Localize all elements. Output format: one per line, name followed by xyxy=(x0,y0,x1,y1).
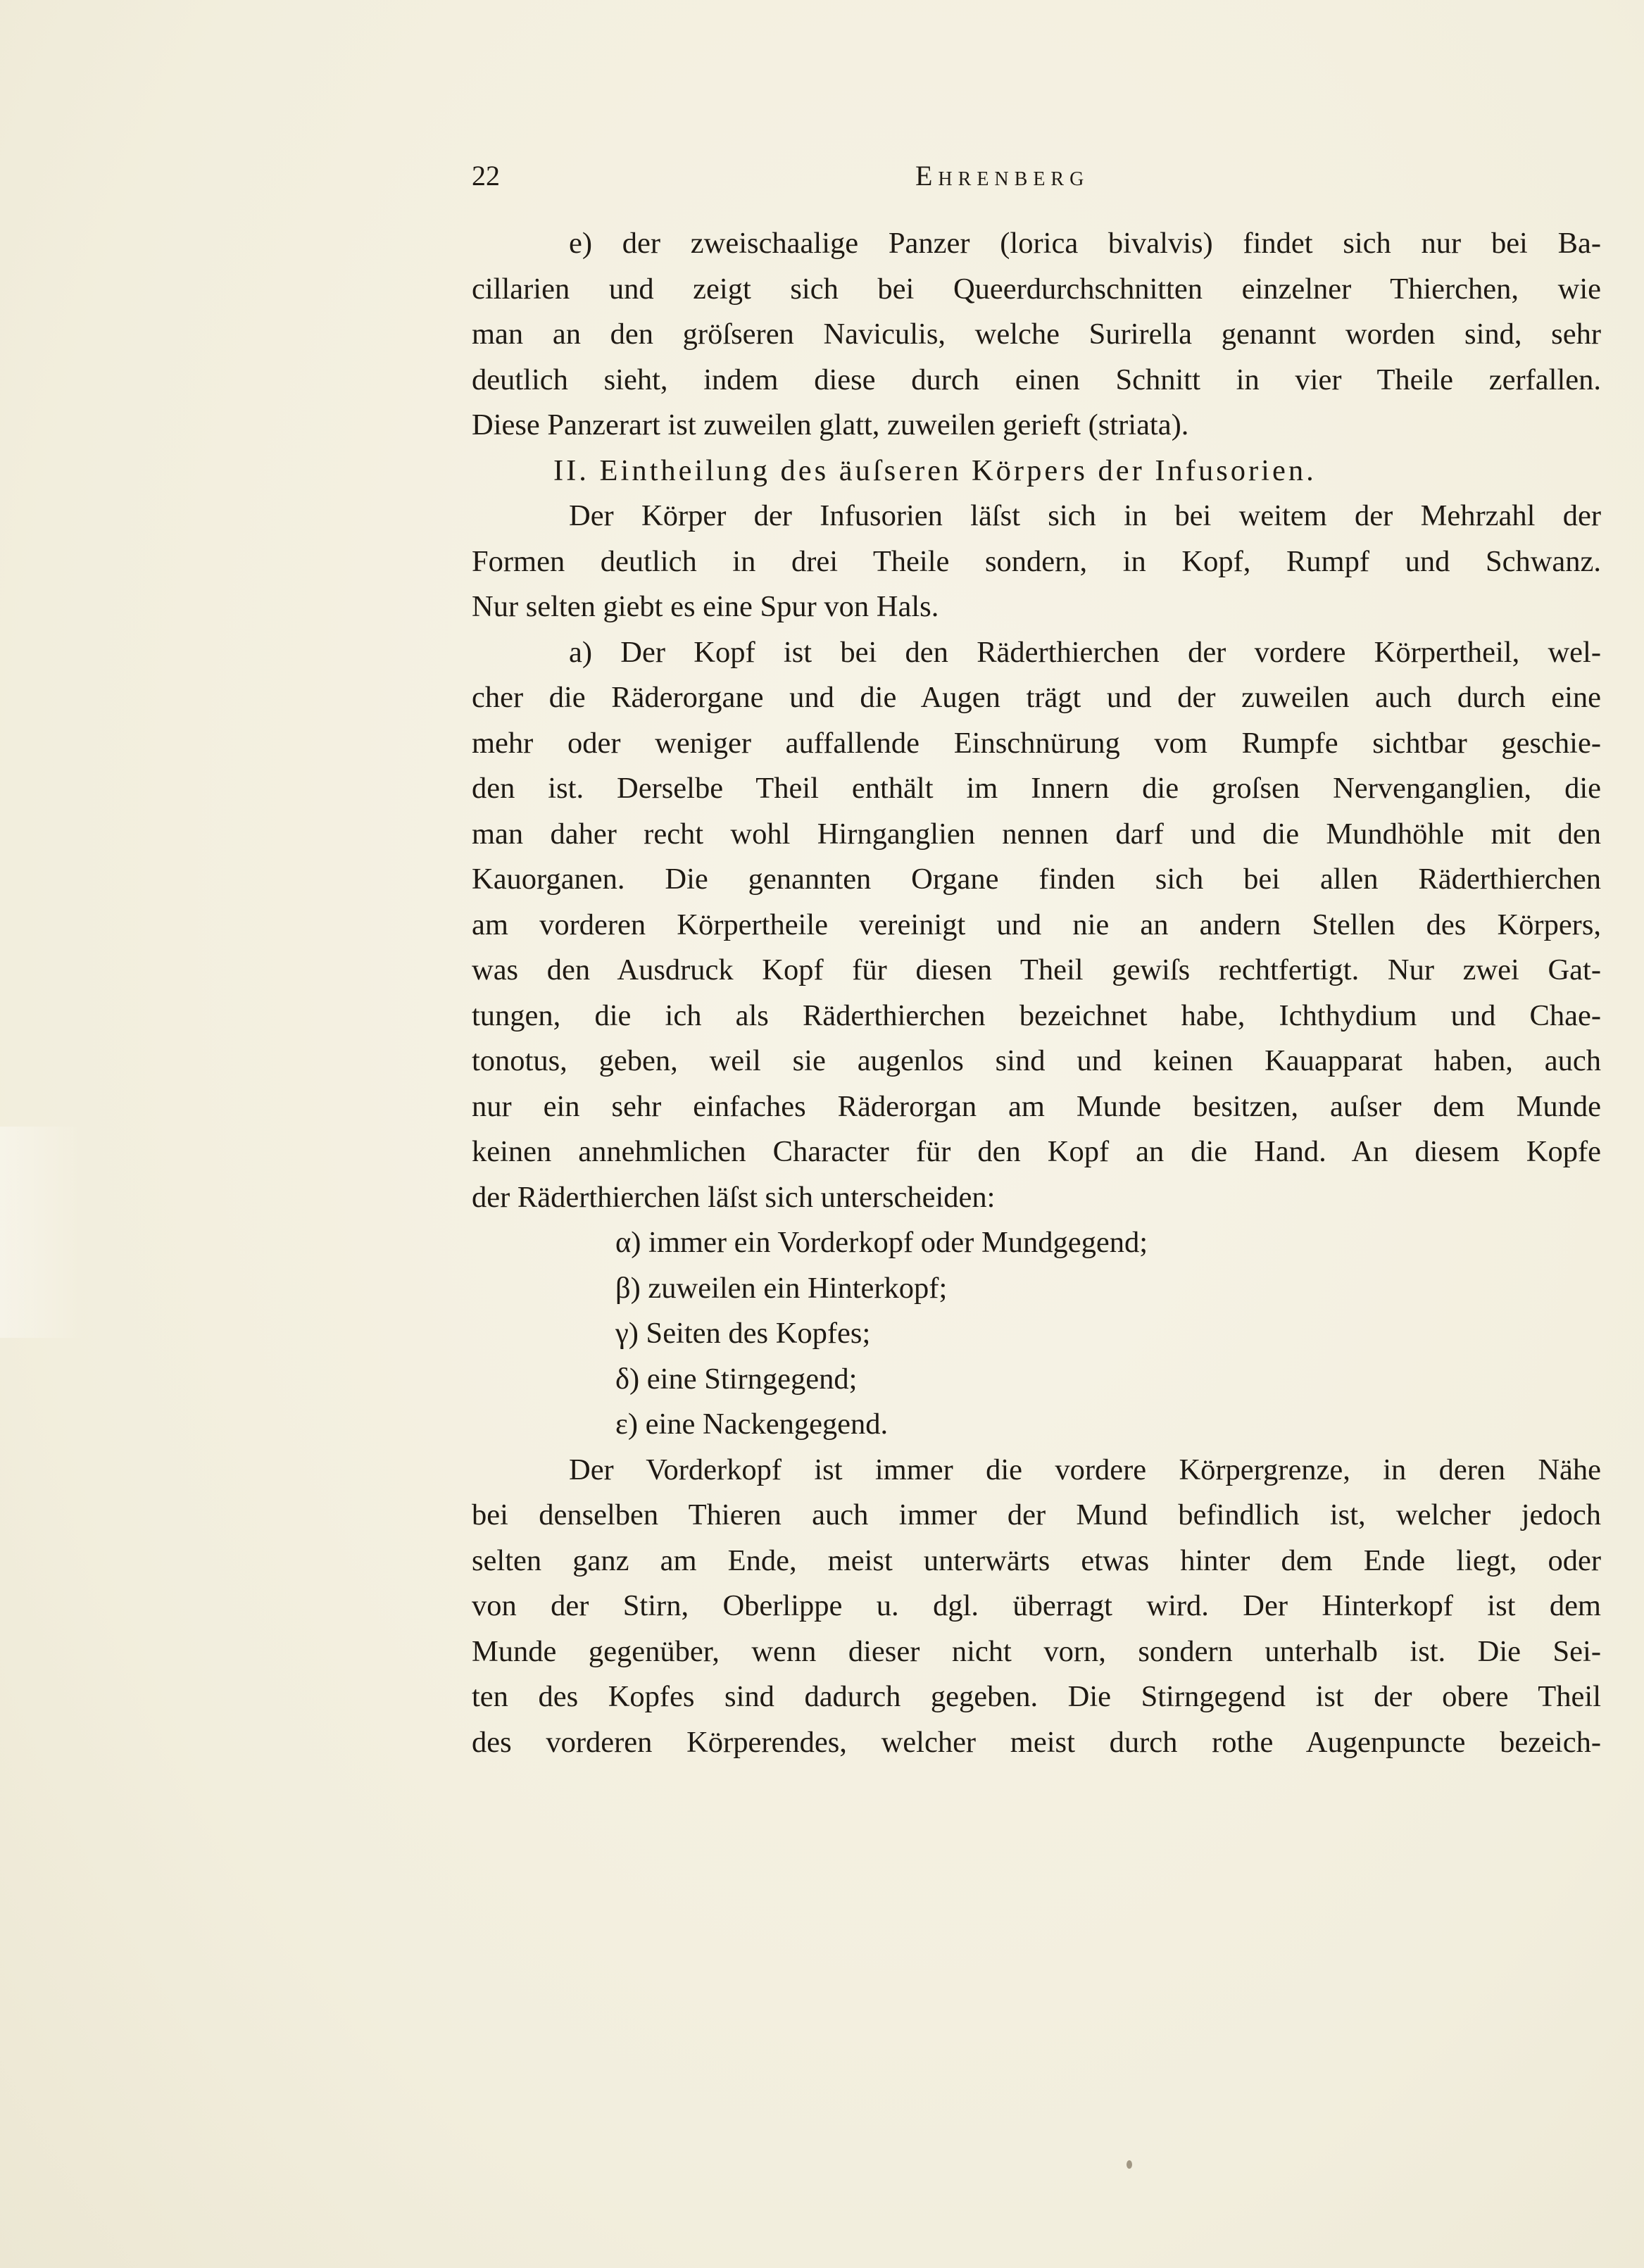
text-line: was den Ausdruck Kopf für diesen Theil gewiſs rechtfertigt. Nur zwei Gat- xyxy=(472,953,1601,986)
text-line: man daher recht wohl Hirnganglien nennen darf und die Mundhöhle mit den xyxy=(472,817,1601,851)
text-line: nur ein sehr einfaches Räderorgan am Munde besitzen, auſser dem Munde xyxy=(472,1089,1601,1123)
page-number: 22 xyxy=(472,160,500,192)
text-line: am vorderen Körpertheile vereinigt und nie an andern Stellen des Körpers, xyxy=(472,908,1601,941)
text-line: man an den gröſseren Naviculis, welche Surirella genannt worden sind, sehr xyxy=(472,318,1601,351)
text-line: deutlich sieht, indem diese durch einen Schnitt in vier Theile zerfallen. xyxy=(472,363,1601,396)
text-line: Nur selten giebt es eine Spur von Hals. xyxy=(472,590,939,623)
text-line: Diese Panzerart ist zuweilen glatt, zuweilen gerieft (striata). xyxy=(472,408,1189,441)
text-line: tungen, die ich als Räderthierchen bezeichnet habe, Ichthydium und Chae- xyxy=(472,998,1601,1032)
text-line: Kauorganen. Die genannten Organe finden sich bei allen Räderthierchen xyxy=(472,863,1601,896)
text-line: den ist. Derselbe Theil enthält im Innern die groſsen Nervenganglien, die xyxy=(472,772,1601,805)
section-heading: II. Eintheilung des äuſseren Körpers der Infusorien. xyxy=(553,453,1317,487)
text-line: von der Stirn, Oberlippe u. dgl. überragt wird. Der Hinterkopf ist dem xyxy=(472,1589,1601,1622)
text-line: ten des Kopfes sind dadurch gegeben. Die Stirngegend ist der obere Theil xyxy=(472,1680,1601,1713)
list-item: γ) Seiten des Kopfes; xyxy=(615,1317,871,1350)
text-line: Formen deutlich in drei Theile sondern, in Kopf, Rumpf und Schwanz. xyxy=(472,544,1601,578)
body-text xyxy=(472,221,1601,1765)
text-line: Der Vorderkopf ist immer die vordere Körpergrenze, in deren Nähe xyxy=(569,1453,1601,1486)
list-item: ε) eine Nackengegend. xyxy=(615,1408,889,1441)
list-item: β) zuweilen ein Hinterkopf; xyxy=(615,1271,948,1305)
text-line: Munde gegenüber, wenn dieser nicht vorn, sondern unterhalb ist. Die Sei- xyxy=(472,1634,1601,1668)
text-line: mehr oder weniger auffallende Einschnürung vom Rumpfe sichtbar geschie- xyxy=(472,726,1601,760)
text-line: tonotus, geben, weil sie augenlos sind und keinen Kauapparat haben, auch xyxy=(472,1044,1601,1077)
text-line: e) der zweischaalige Panzer (lorica bivalvis) findet sich nur bei Ba- xyxy=(569,227,1601,260)
text-line: cillarien und zeigt sich bei Queerdurchschnitten einzelner Thierchen, wie xyxy=(472,272,1601,306)
text-line: selten ganz am Ende, meist unterwärts etwas hinter dem Ende liegt, oder xyxy=(472,1543,1601,1577)
running-head: Ehrenberg xyxy=(915,160,1090,192)
text-line: der Räderthierchen läſst sich unterscheiden: xyxy=(472,1180,996,1214)
paper-edge-shading xyxy=(0,1127,84,1338)
text-line: keinen annehmlichen Character für den Kopf an die Hand. An diesem Kopfe xyxy=(472,1135,1601,1168)
list-item: δ) eine Stirngegend; xyxy=(615,1362,858,1396)
text-line: bei denselben Thieren auch immer der Mund befindlich ist, welcher jedoch xyxy=(472,1498,1601,1531)
page-header xyxy=(472,159,1601,201)
paper-stain xyxy=(1127,2160,1132,2169)
text-line: a) Der Kopf ist bei den Räderthierchen der vordere Körpertheil, wel- xyxy=(569,635,1601,669)
text-line: Der Körper der Infusorien läſst sich in bei weitem der Mehrzahl der xyxy=(569,499,1601,532)
text-line: des vorderen Körperendes, welcher meist durch rothe Augenpuncte bezeich- xyxy=(472,1725,1601,1759)
list-item: α) immer ein Vorderkopf oder Mundgegend; xyxy=(615,1226,1148,1259)
text-line: cher die Räderorgane und die Augen trägt und der zuweilen auch durch eine xyxy=(472,681,1601,714)
